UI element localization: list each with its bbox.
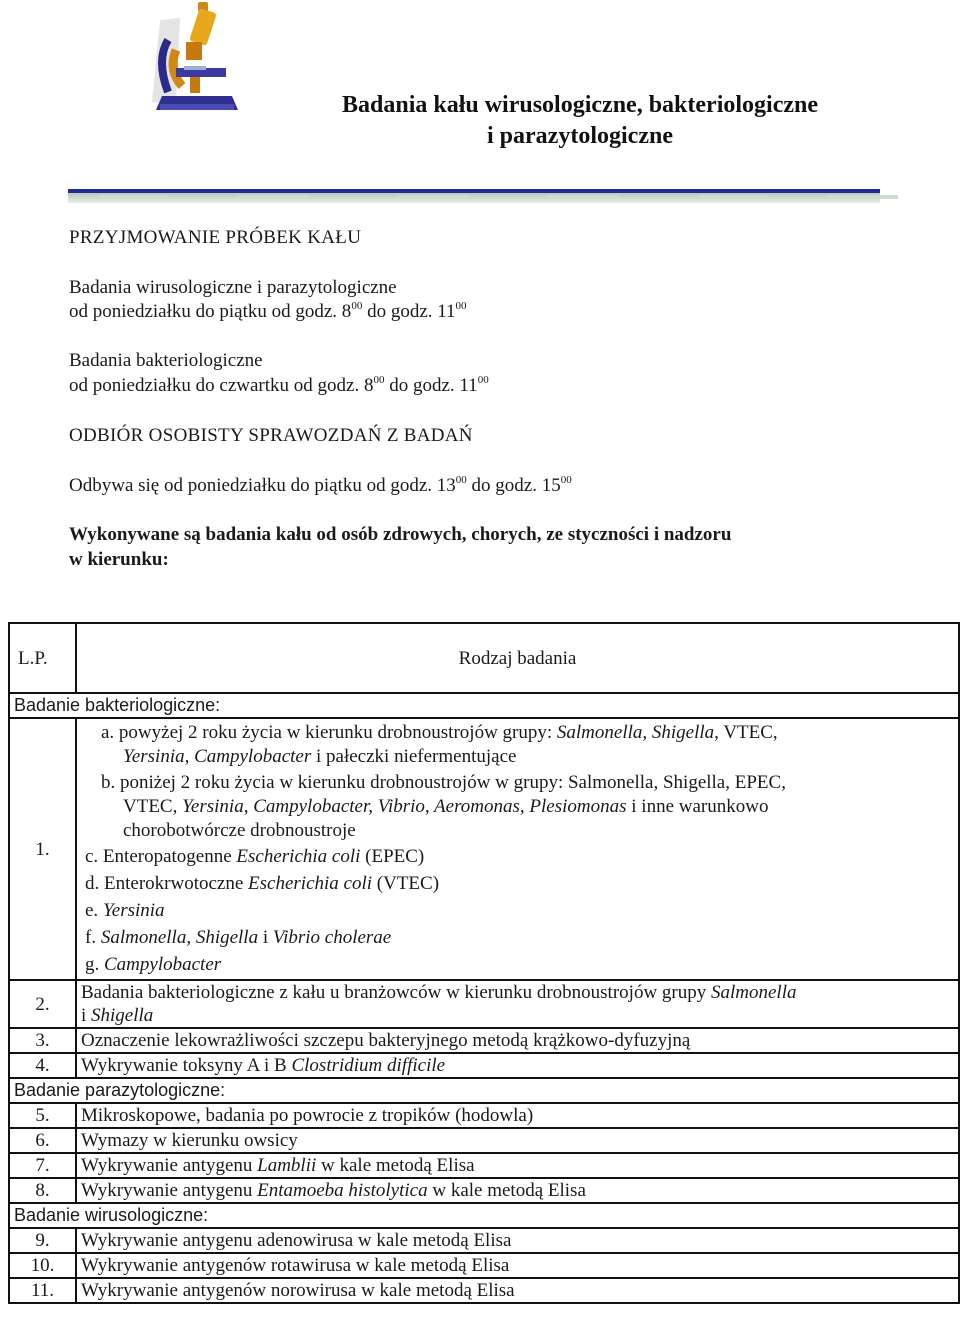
row-number: 4. <box>9 1053 76 1078</box>
item1-sublist <box>76 718 959 980</box>
row-text: Wykrywanie antygenu Entamoeba histolytica w kale metodą Elisa <box>76 1178 959 1203</box>
table-row <box>9 1053 959 1078</box>
col-type: Rodzaj badania <box>76 623 959 693</box>
row-number: 2. <box>9 980 76 1028</box>
table-row <box>9 1128 959 1153</box>
list-item: g. Campylobacter <box>85 954 222 975</box>
section-row <box>9 693 959 718</box>
page-title <box>300 90 860 152</box>
table-row <box>9 718 959 980</box>
intro-line-2: w kierunku: <box>69 549 169 570</box>
section-row <box>9 1078 959 1103</box>
row-text: Wykrywanie antygenów norowirusa w kale metodą Elisa <box>76 1278 959 1303</box>
col-lp: L.P. <box>9 623 76 693</box>
table-row <box>9 1228 959 1253</box>
section-row <box>9 1203 959 1228</box>
bact-reception-hours: od poniedziałku do czwartku od godz. $8^{00}$ do godz. $11^{00}$ <box>69 374 489 396</box>
row-text: Mikroskopowe, badania po powrocie z tropików (hodowla) <box>76 1103 959 1128</box>
row-number: 9. <box>9 1228 76 1253</box>
section-virological: Badanie wirusologiczne: <box>9 1203 959 1228</box>
pickup-heading: ODBIÓR OSOBISTY SPRAWOZDAŃ Z BADAŃ <box>69 425 473 446</box>
row-text: Wykrywanie antygenu adenowirusa w kale metodą Elisa <box>76 1228 959 1253</box>
table-row <box>9 980 959 1028</box>
list-item: b. poniżej 2 roku życia w kierunku drobnoustrojów w grupy: Salmonella, Shigella, EPEC, VTEC, Yersinia, Campylobacter, Vibrio, Aeromonas, Plesiomonas i inne warunkowo chorobotwórcze drobnoustroje <box>101 772 786 841</box>
table-header-row <box>9 623 959 693</box>
section-bacteriological: Badanie bakteriologiczne: <box>9 693 959 718</box>
list-item: c. Enteropatogenne Escherichia coli (EPEC) <box>85 846 425 867</box>
decorative-divider <box>68 189 880 203</box>
list-item: d. Enterokrwotoczne Escherichia coli (VTEC) <box>85 873 440 894</box>
row-number: 5. <box>9 1103 76 1128</box>
pickup-hours: Odbywa się od poniedziałku do piątku od godz. $13^{00}$ do godz. $15^{00}$ <box>69 474 572 496</box>
row-text: Wykrywanie antygenu Lamblii w kale metodą Elisa <box>76 1153 959 1178</box>
list-item: e. Yersinia <box>85 900 165 921</box>
row-number: 11. <box>9 1278 76 1303</box>
table-row <box>9 1178 959 1203</box>
microscope-logo <box>146 0 246 118</box>
title-line-1: Badania kału wirusologiczne, bakteriologiczne <box>341 92 818 118</box>
table-row <box>9 1028 959 1053</box>
list-item: f. Salmonella, Shigella i Vibrio cholerae <box>85 927 392 948</box>
list-item: a. powyżej 2 roku życia w kierunku drobnoustrojów grupy: Salmonella, Shigella, VTEC, Yersinia, Campylobacter i pałeczki niefermentujące <box>101 722 778 767</box>
reception-heading: PRZYJMOWANIE PRÓBEK KAŁU <box>69 227 362 248</box>
row-number: 7. <box>9 1153 76 1178</box>
row-text: Badania bakteriologiczne z kału u branżowców w kierunku drobnoustrojów grupy Salmonella i Shigella <box>76 980 959 1028</box>
row-text: Oznaczenie lekowrażliwości szczepu bakteryjnego metodą krążkowo-dyfuzyjną <box>76 1028 959 1053</box>
row-text: Wykrywanie antygenów rotawirusa w kale metodą Elisa <box>76 1253 959 1278</box>
row-number: 10. <box>9 1253 76 1278</box>
intro-line-1: Wykonywane są badania kału od osób zdrowych, chorych, ze styczności i nadzoru <box>69 524 732 545</box>
row-number: 8. <box>9 1178 76 1203</box>
tests-table <box>8 622 960 1304</box>
viro-reception-hours: od poniedziałku do piątku od godz. $8^{00}$ do godz. $11^{00}$ <box>69 300 467 322</box>
section-parasitological: Badanie parazytologiczne: <box>9 1078 959 1103</box>
table-row <box>9 1253 959 1278</box>
row-number: 3. <box>9 1028 76 1053</box>
row-text: Wymazy w kierunku owsicy <box>76 1128 959 1153</box>
title-line-2: i parazytologiczne <box>487 123 673 149</box>
viro-reception-label: Badania wirusologiczne i parazytologiczne <box>69 277 397 298</box>
bact-reception-label: Badania bakteriologiczne <box>69 350 263 371</box>
row-number: 1. <box>9 718 76 980</box>
table-row <box>9 1278 959 1303</box>
table-row <box>9 1153 959 1178</box>
row-number: 6. <box>9 1128 76 1153</box>
table-row <box>9 1103 959 1128</box>
row-text: Wykrywanie toksyny A i B Clostridium difficile <box>76 1053 959 1078</box>
